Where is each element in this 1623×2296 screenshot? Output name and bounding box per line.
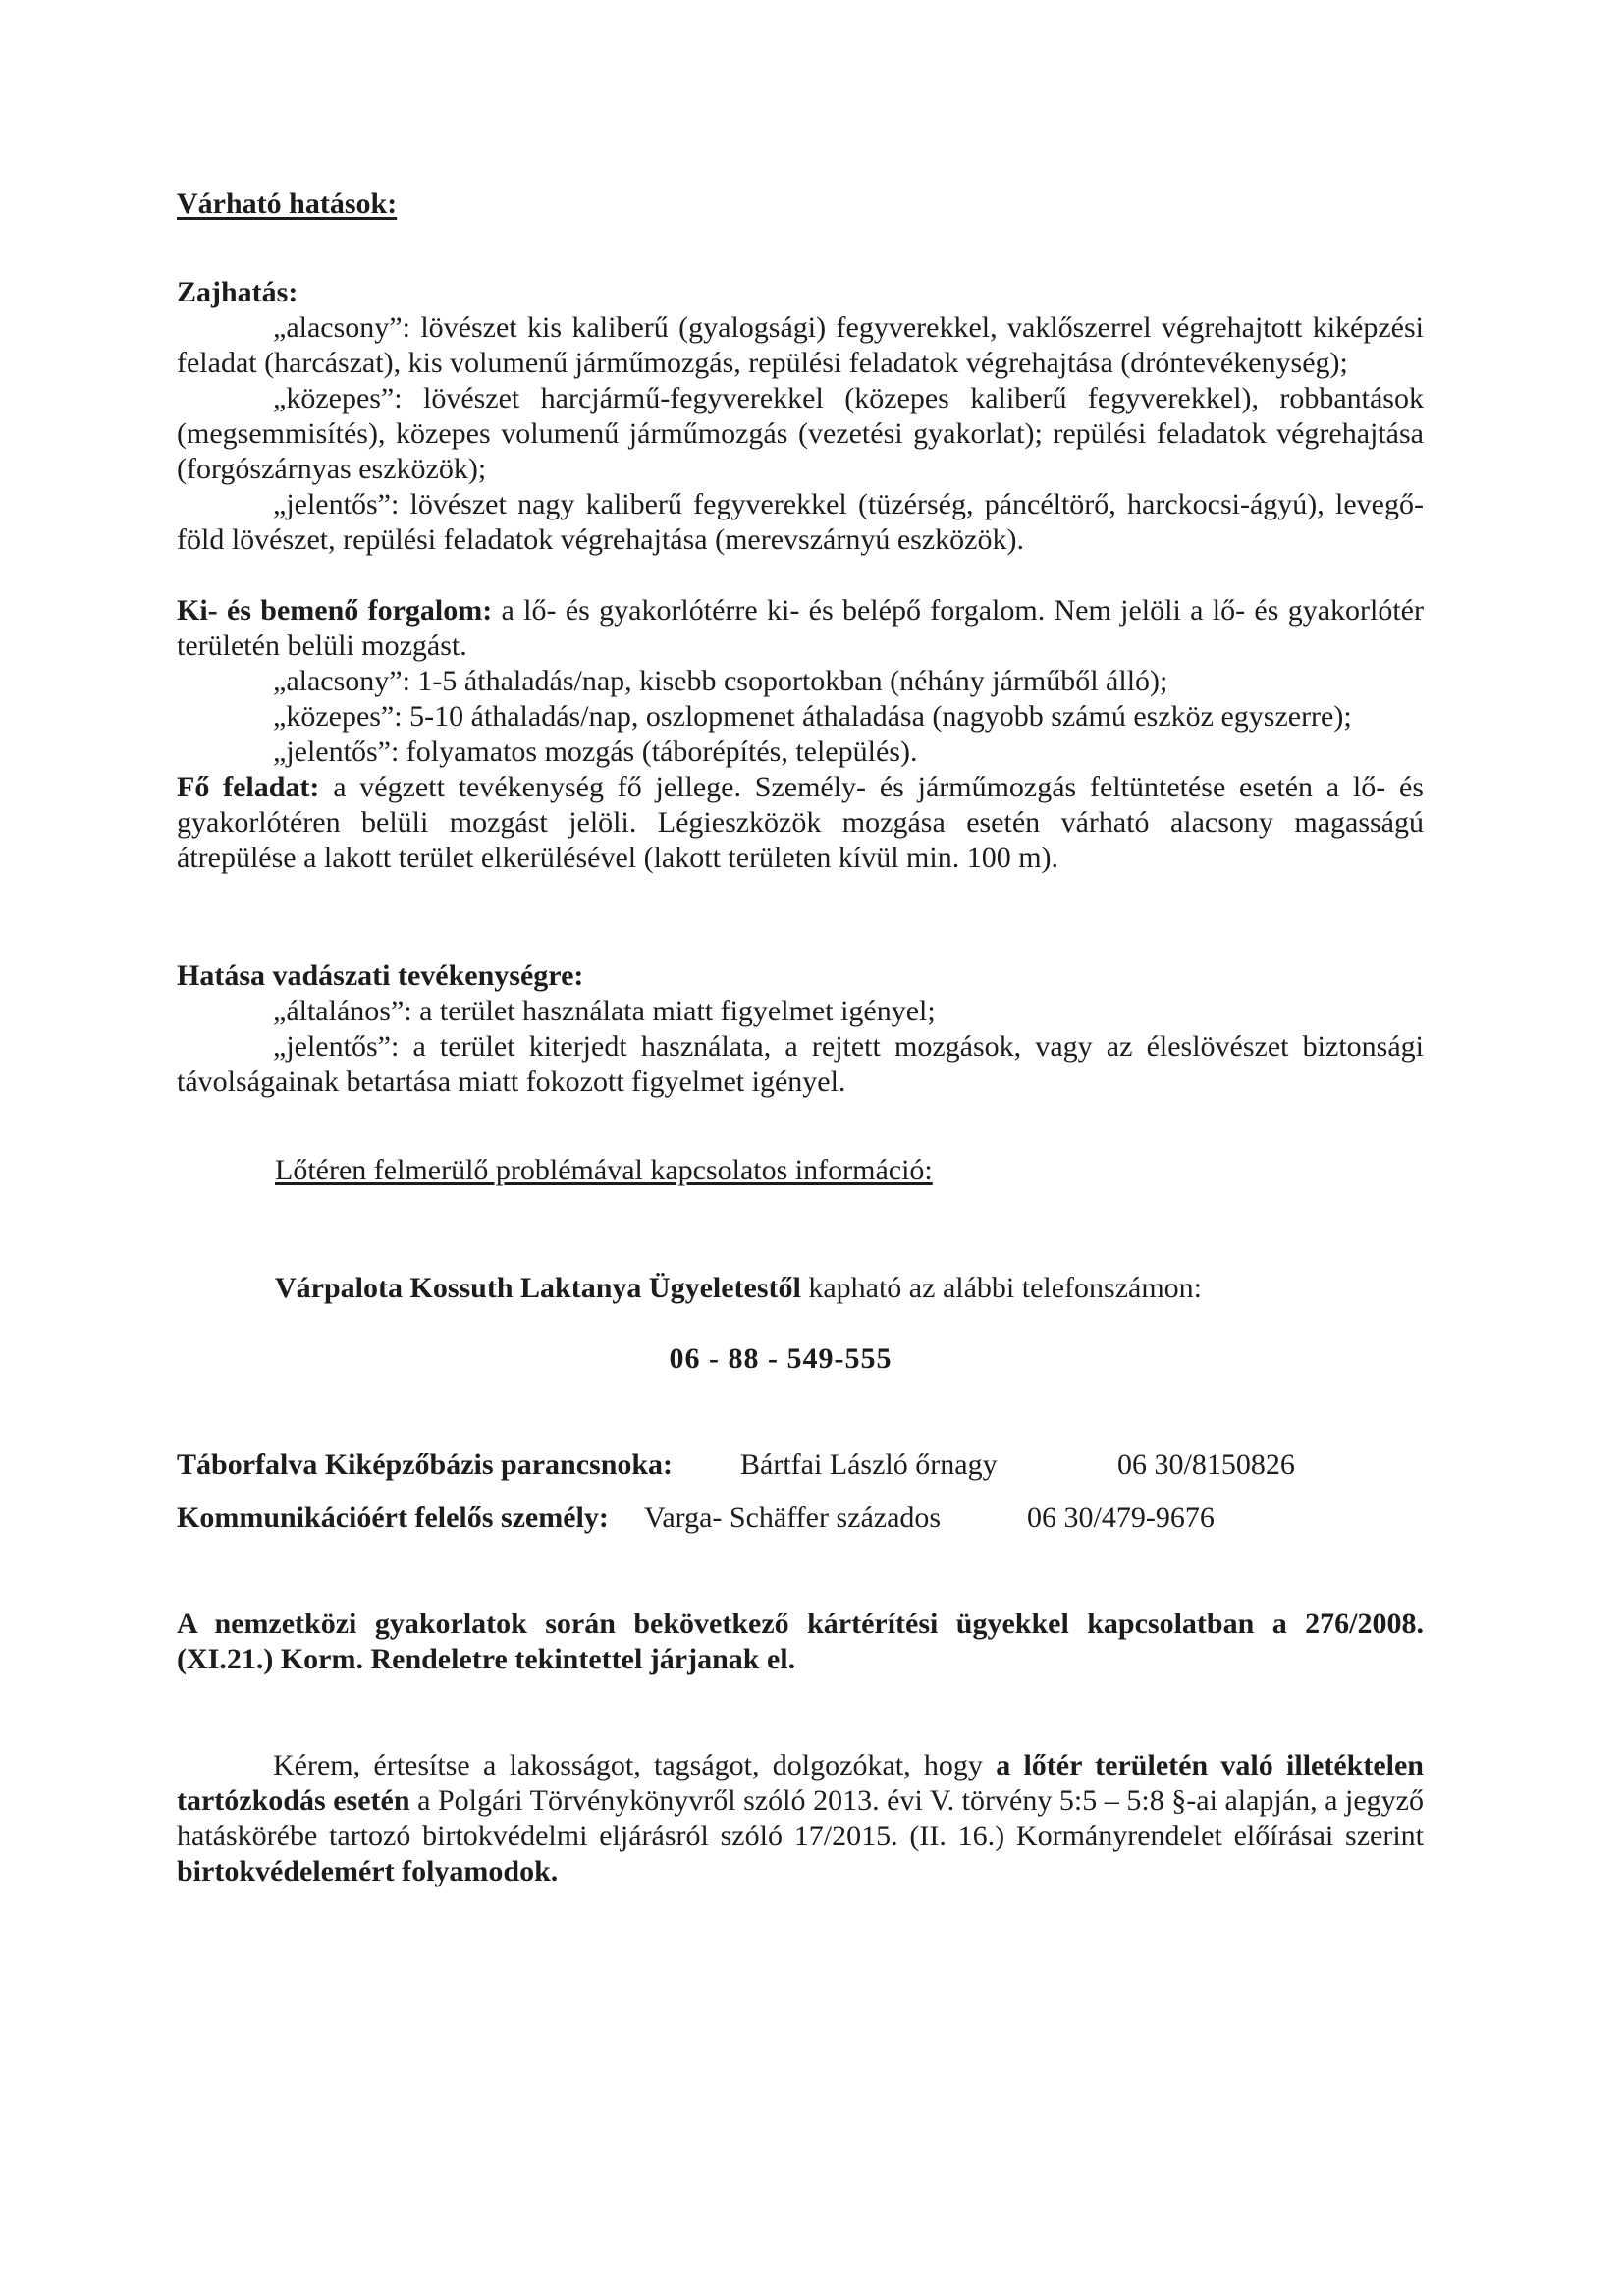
noise-low: „alacsony”: lövészet kis kaliberű (gyalogsági) fegyverekkel, vaklőszerrel végrehajtott kiképzési feladat (harcászat), kis volumenű járműmozgás, repülési feladatok végrehajtása (dróntevékenység); — [177, 311, 1424, 379]
comm-name: Varga- Schäffer százados — [644, 1502, 942, 1534]
request-bold2: birtokvédelemért folyamodok. — [177, 1855, 559, 1887]
comm-phone: 06 30/479-9676 — [1027, 1502, 1215, 1534]
traffic-medium: „közepes”: 5-10 áthaladás/nap, oszlopmenet áthaladása (nagyobb számú eszköz egyszerre); — [273, 700, 1352, 733]
hunting-high: „jelentős”: a terület kiterjedt használata, a rejtett mozgások, vagy az éleslövészet biztonsági távolságainak betartása miatt fokozott figyelmet igényel. — [177, 1030, 1424, 1098]
comm-row — [177, 1501, 1424, 1536]
traffic-low: „alacsony”: 1-5 áthaladás/nap, kisebb csoportokban (néhány járműből álló); — [273, 665, 1168, 697]
commander-phone: 06 30/8150826 — [1117, 1449, 1295, 1481]
traffic-paragraph — [177, 593, 1424, 664]
request-bold1: a lőtér területén való illetéktelen tartózkodás esetén — [177, 1749, 1424, 1817]
duty-office: Várpalota Kossuth Laktanya Ügyeletestől — [275, 1272, 801, 1304]
commander-row — [177, 1448, 1424, 1483]
duty-rest: kapható az alábbi telefonszámon: — [800, 1272, 1203, 1304]
main-task-text: a végzett tevékenység fő jellege. Személy- és járműmozgás feltüntetése esetén a lő- és gyakorlótéren belüli mozgást jelöli. Légieszközök mozgása esetén várható alacsony magasságú átrepülése a lakott terület elkerülésével (lakott területen kívül min. 100 m). — [177, 771, 1424, 874]
comm-label: Kommunikációért felelős személy: — [177, 1502, 609, 1534]
main-task-heading: Fő feladat: — [177, 771, 320, 803]
traffic-high: „jelentős”: folyamatos mozgás (táborépítés, település). — [273, 736, 918, 768]
traffic-intro: a lő- és gyakorlótérre ki- és belépő forgalom. Nem jelöli a lő- és gyakorlótér területén belüli mozgást. — [177, 594, 1424, 662]
commander-name: Bártfai László őrnagy — [740, 1449, 998, 1481]
duty-line — [177, 1271, 1424, 1306]
noise-heading: Zajhatás: — [177, 276, 298, 308]
traffic-heading: Ki- és bemenő forgalom: — [177, 594, 493, 627]
damages-paragraph: A nemzetközi gyakorlatok során bekövetkező kártérítési ügyekkel kapcsolatban a 276/2008. (XI.21.) Korm. Rendeletre tekintettel járjanak el. — [177, 1608, 1424, 1675]
hunting-heading: Hatása vadászati tevékenységre: — [177, 959, 584, 992]
request-paragraph — [177, 1748, 1424, 1889]
duty-phone: 06 - 88 - 549-555 — [669, 1342, 893, 1375]
info-title: Lőtéren felmerülő problémával kapcsolatos információ: — [275, 1154, 933, 1186]
main-task-paragraph — [177, 770, 1424, 876]
noise-high: „jelentős”: lövészet nagy kaliberű fegyverekkel (tüzérség, páncéltörő, harckocsi-ágyú), levegő-föld lövészet, repülési feladatok végrehajtása (merevszárnyú eszközök). — [177, 488, 1424, 556]
section-title: Várható hatások: — [177, 188, 398, 220]
request-part1: Kérem, értesítse a lakosságot, tagságot, dolgozókat, hogy — [273, 1749, 997, 1781]
commander-label: Táborfalva Kiképzőbázis parancsnoka: — [177, 1449, 674, 1481]
document-body — [177, 187, 1424, 1889]
request-part2: a Polgári Törvénykönyvről szóló 2013. évi V. törvény 5:5 – 5:8 §-ai alapján, a jegyző hatáskörébe tartozó birtokvédelmi eljárásról szóló 17/2015. (II. 16.) Kormányrendelet előírásai szerint — [177, 1784, 1424, 1852]
noise-medium: „közepes”: lövészet harcjármű-fegyverekkel (közepes kaliberű fegyverekkel), robbantások (megsemmisítés), közepes volumenű járműmozgás (vezetési gyakorlat); repülési feladatok végrehajtása (forgószárnyas eszközök); — [177, 382, 1424, 485]
hunting-general: „általános”: a terület használata miatt figyelmet igényel; — [273, 995, 936, 1027]
